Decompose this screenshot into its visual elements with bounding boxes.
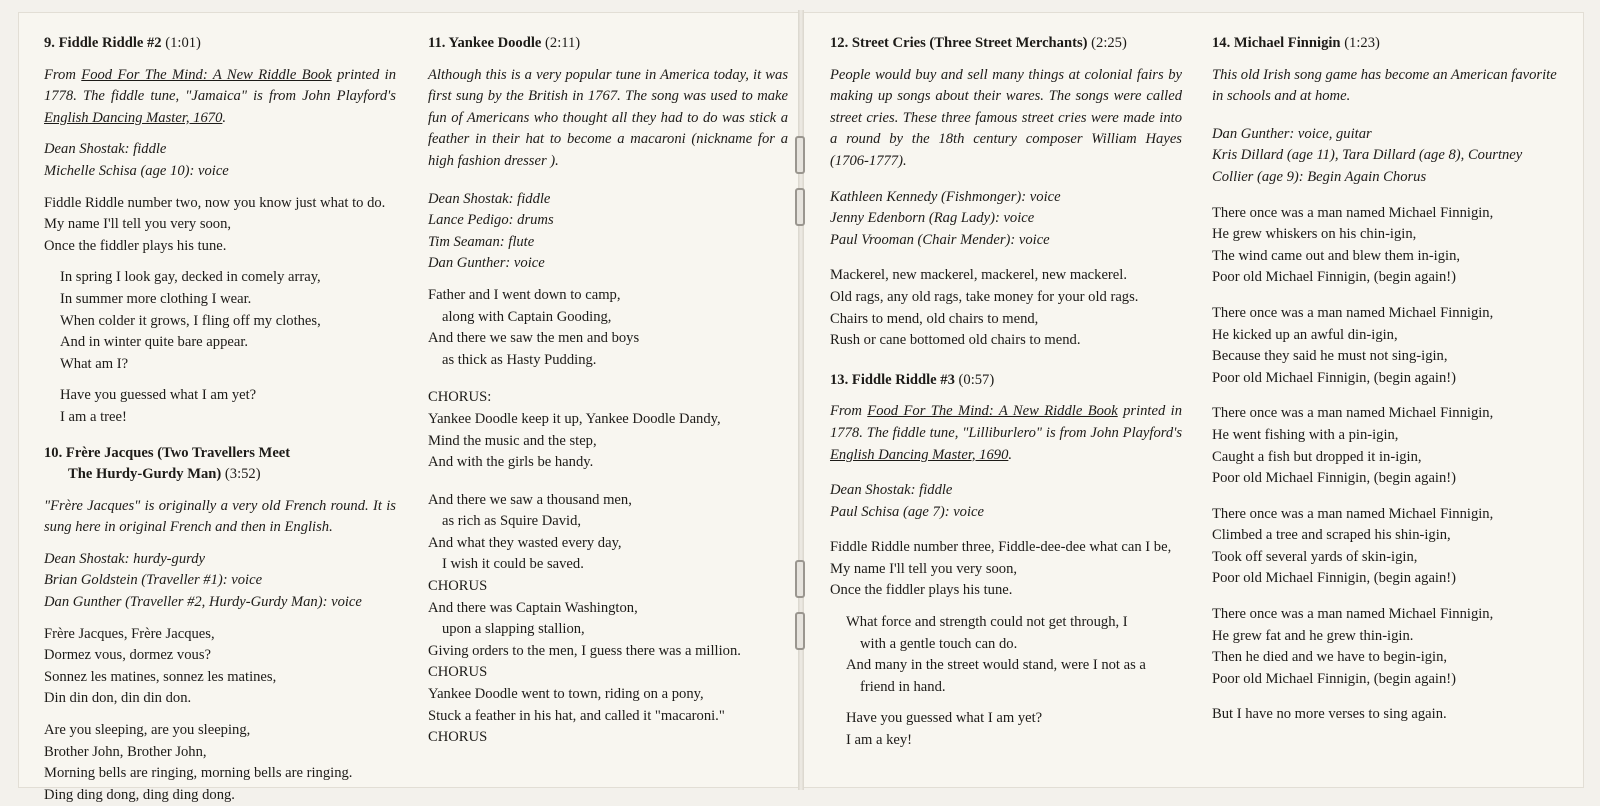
track-14-verse-3: There once was a man named Michael Finnigin, He went fishing with a pin-igin, Caught a fish but dropped it in-igin, Poor old Michael Finnigin, (begin again!) xyxy=(1212,405,1494,487)
track-11-credits: Dean Shostak: fiddle Lance Pedigo: drums Tim Seaman: flute Dan Gunther: voice xyxy=(428,190,554,272)
track-10-title: 10. Frère Jacques (Two Travellers Meet The Hurdy-Gurdy Man) (3:52) xyxy=(44,444,291,483)
track-10-lyrics-english: Are you sleeping, are you sleeping, Brother John, Brother John, Morning bells are ringing, morning bells are ringing. Ding ding dong, ding ding dong. xyxy=(44,722,353,803)
track-10-credits: Dean Shostak: hurdy-gurdy Brian Goldstein (Traveller #1): voice Dan Gunther (Traveller #2, Hurdy-Gurdy Man): voice xyxy=(44,550,362,611)
booklet-gutter xyxy=(798,10,804,790)
track-12-title: 12. Street Cries (Three Street Merchants) (2:25) xyxy=(830,35,1127,51)
track-12-credits: Kathleen Kennedy (Fishmonger): voice Jenny Edenborn (Rag Lady): voice Paul Vrooman (Chair Mender): voice xyxy=(830,188,1061,248)
track-13-credits: Dean Shostak: fiddle Paul Schisa (age 7): voice xyxy=(830,482,984,520)
track-9-credits: Dean Shostak: fiddle Michelle Schisa (age 10): voice xyxy=(44,141,229,179)
track-14-verse-1: There once was a man named Michael Finnigin, He grew whiskers on his chin-igin, The wind came out and blew them in-igin, Poor old Michael Finnigin, (begin again!) xyxy=(1212,204,1494,286)
column-4 xyxy=(1212,33,1562,726)
track-9-title xyxy=(44,33,396,55)
track-11-verse-1: Father and I went down to camp, along with Captain Gooding, And there we saw the men and boys as thick as Hasty Pudding. xyxy=(428,286,640,368)
track-14-verse-4: There once was a man named Michael Finnigin, Climbed a tree and scraped his shin-igin, Took off several yards of skin-igin, Poor old Michael Finnigin, (begin again!) xyxy=(1212,505,1494,587)
track-number: 9. xyxy=(44,35,55,51)
track-13-lyrics: Fiddle Riddle number three, Fiddle-dee-dee what can I be, My name I'll tell you very soon, Once the fiddler plays his tune. xyxy=(830,539,1172,599)
track-14-intro: This old Irish song game has become an American favorite in schools and at home. xyxy=(1212,66,1557,105)
track-9-lyrics: Fiddle Riddle number two, now you know just what to do. My name I'll tell you very soon, Once the fiddler plays his tune. xyxy=(44,194,386,254)
staple-icon xyxy=(795,136,805,174)
track-11-intro: Although this is a very popular tune in America today, it was first sung by the British in 1767. The song was used to make fun of Americans who thought all they had to do was stick a feather in their hat to become a macaroni (nickname for a high fashion dresser ). xyxy=(428,66,788,169)
track-13-title: 13. Fiddle Riddle #3 (0:57) xyxy=(830,371,995,388)
track-13-verse-2: Have you guessed what I am yet? I am a key! xyxy=(846,710,1043,749)
track-name: Fiddle Riddle #2 xyxy=(58,35,162,51)
track-13-verse: What force and strength could not get through, I with a gentle touch can do. And many in the street would stand, were I not as a friend in hand. xyxy=(846,614,1146,695)
track-14-verse-5: There once was a man named Michael Finnigin, He grew fat and he grew thin-igin. Then he died and we have to begin-igin, Poor old Michael Finnigin, (begin again!) xyxy=(1212,606,1494,687)
track-14-verse-2: There once was a man named Michael Finnigin, He kicked up an awful din-igin, Because they said he must not sing-igin, Poor old Michael Finnigin, (begin again!) xyxy=(1212,304,1494,386)
track-12-intro: People would buy and sell many things at colonial fairs by making up songs about their wares. The songs were called street cries. These three famous street cries were made into a round by the 18th century composer William Hayes (1706-1777). xyxy=(830,66,1182,169)
staple-icon xyxy=(795,188,805,226)
column-1 xyxy=(44,33,396,806)
column-3 xyxy=(830,33,1182,752)
track-14-title: 14. Michael Finnigin (1:23) xyxy=(1212,35,1380,51)
track-14-credits: Dan Gunther: voice, guitar Kris Dillard (age 11), Tara Dillard (age 8), Courtney Collier (age 9): Begin Again Chorus xyxy=(1212,125,1523,185)
track-14-ending: But I have no more verses to sing again. xyxy=(1212,706,1447,723)
track-12-lyrics: Mackerel, new mackerel, mackerel, new mackerel. Old rags, any old rags, take money for your old rags. Chairs to mend, old chairs to mend, Rush or cane bottomed old chairs to mend. xyxy=(830,267,1139,349)
track-13-intro: From Food For The Mind: A New Riddle Book printed in 1778. The fiddle tune, "Lilliburlero" is from John Playford's English Dancing Master, 1690. xyxy=(830,403,1182,463)
track-10-intro: "Frère Jacques" is originally a very old French round. It is sung here in original French and then in English. xyxy=(44,497,396,536)
track-11-chorus: CHORUS: Yankee Doodle keep it up, Yankee Doodle Dandy, Mind the music and the step, And with the girls be handy. xyxy=(428,389,721,471)
track-9-verse-2: Have you guessed what I am yet? I am a tree! xyxy=(60,387,257,425)
staple-icon xyxy=(795,560,805,598)
track-duration: (1:01) xyxy=(165,35,201,51)
column-2 xyxy=(428,33,788,749)
track-11-verse-2: And there we saw a thousand men, as rich as Squire David, And what they wasted every day, I wish it could be saved. CHORUS And there was Captain Washington, upon a slapping stallion, Giving orders to the men, I guess there was a million. CHORUS Yankee Doodle went to town, riding on a pony, Stuck a feather in his hat, and called it "macaroni." CHORUS xyxy=(428,491,741,746)
track-9-intro: From Food For The Mind: A New Riddle Book printed in 1778. The fiddle tune, "Jamaica" is from John Playford's English Dancing Master, 1670. xyxy=(44,66,396,126)
staple-icon xyxy=(795,612,805,650)
track-11-title: 11. Yankee Doodle (2:11) xyxy=(428,35,581,51)
track-9-verse: In spring I look gay, decked in comely array, In summer more clothing I wear. When colder it grows, I fling off my clothes, And in winter quite bare appear. What am I? xyxy=(60,269,321,372)
track-10-lyrics: Frère Jacques, Frère Jacques, Dormez vous, dormez vous? Sonnez les matines, sonnez les matines, Din din don, din din don. xyxy=(44,625,277,707)
